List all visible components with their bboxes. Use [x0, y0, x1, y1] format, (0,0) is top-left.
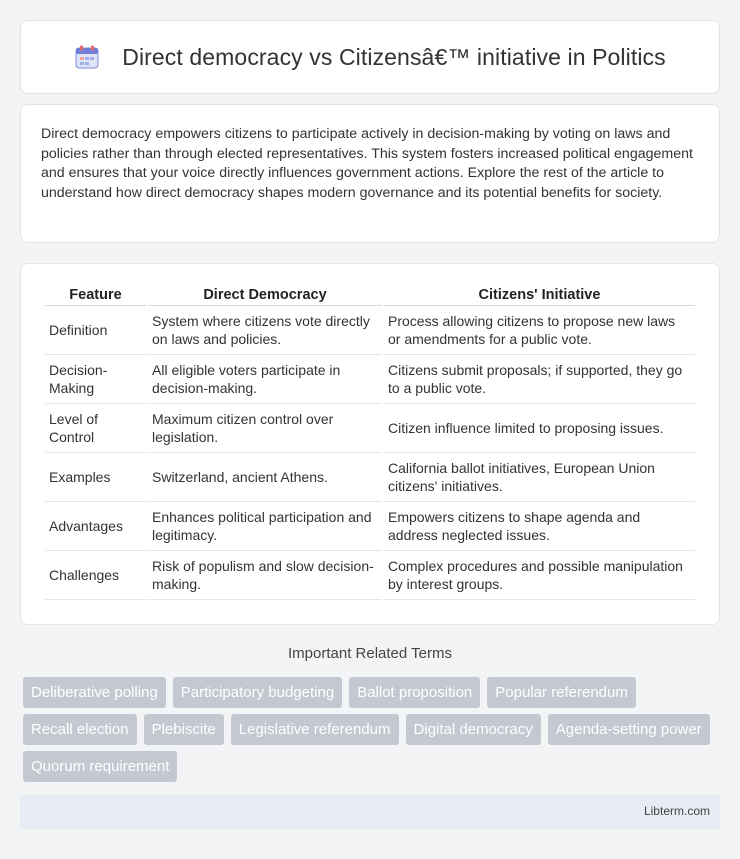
citizens-initiative-cell: Complex procedures and possible manipulation by interest groups.	[384, 551, 695, 600]
table-header-row	[45, 284, 695, 306]
comparison-table	[43, 284, 697, 600]
related-term-tag[interactable]: Popular referendum	[487, 677, 636, 708]
feature-cell: Decision-Making	[45, 355, 146, 404]
table-row	[45, 453, 695, 502]
citizens-initiative-cell: Process allowing citizens to propose new laws or amendments for a public vote.	[384, 306, 695, 355]
direct-democracy-cell: All eligible voters participate in decision-making.	[148, 355, 382, 404]
header-direct-democracy: Direct Democracy	[148, 284, 382, 306]
table-row	[45, 404, 695, 453]
page-title: Direct democracy vs Citizensâ€™ initiative in Politics	[122, 43, 666, 70]
feature-cell: Definition	[45, 306, 146, 355]
direct-democracy-cell: Enhances political participation and legitimacy.	[148, 502, 382, 551]
feature-cell: Level of Control	[45, 404, 146, 453]
related-term-tag[interactable]: Plebiscite	[144, 714, 224, 745]
comparison-table-card	[20, 263, 720, 625]
title-card	[20, 20, 720, 94]
table-row	[45, 306, 695, 355]
table-row	[45, 355, 695, 404]
direct-democracy-cell: Risk of populism and slow decision-making.	[148, 551, 382, 600]
related-term-tag[interactable]: Deliberative polling	[23, 677, 166, 708]
footer	[20, 795, 720, 829]
calendar-icon	[74, 44, 100, 70]
feature-cell: Challenges	[45, 551, 146, 600]
citizens-initiative-cell: Citizen influence limited to proposing issues.	[384, 404, 695, 453]
related-term-tag[interactable]: Agenda-setting power	[548, 714, 710, 745]
related-term-tag[interactable]: Digital democracy	[406, 714, 541, 745]
intro-card	[20, 104, 720, 243]
feature-cell: Advantages	[45, 502, 146, 551]
related-term-tag[interactable]: Recall election	[23, 714, 137, 745]
citizens-initiative-cell: California ballot initiatives, European Union citizens' initiatives.	[384, 453, 695, 502]
table-row	[45, 551, 695, 600]
related-term-tag[interactable]: Ballot proposition	[349, 677, 480, 708]
related-terms-heading: Important Related Terms	[288, 645, 452, 662]
direct-democracy-cell: Maximum citizen control over legislation.	[148, 404, 382, 453]
intro-text: Direct democracy empowers citizens to participate actively in decision-making by voting on laws and policies rather than through elected representatives. This system fosters increased political engagement and ensures that your voice directly influences government actions. Explore the rest of the article to understand how direct democracy shapes modern governance and its potential benefits for society.	[41, 126, 693, 201]
related-term-tag[interactable]: Legislative referendum	[231, 714, 399, 745]
related-terms-list	[23, 677, 723, 788]
related-term-tag[interactable]: Participatory budgeting	[173, 677, 342, 708]
footer-site-link[interactable]: Libterm.com	[643, 804, 710, 818]
related-term-tag[interactable]: Quorum requirement	[23, 751, 177, 782]
header-feature: Feature	[45, 284, 146, 306]
direct-democracy-cell: Switzerland, ancient Athens.	[148, 453, 382, 502]
citizens-initiative-cell: Citizens submit proposals; if supported, they go to a public vote.	[384, 355, 695, 404]
table-row	[45, 502, 695, 551]
feature-cell: Examples	[45, 453, 146, 502]
header-citizens-initiative: Citizens' Initiative	[384, 284, 695, 306]
direct-democracy-cell: System where citizens vote directly on laws and policies.	[148, 306, 382, 355]
citizens-initiative-cell: Empowers citizens to shape agenda and address neglected issues.	[384, 502, 695, 551]
